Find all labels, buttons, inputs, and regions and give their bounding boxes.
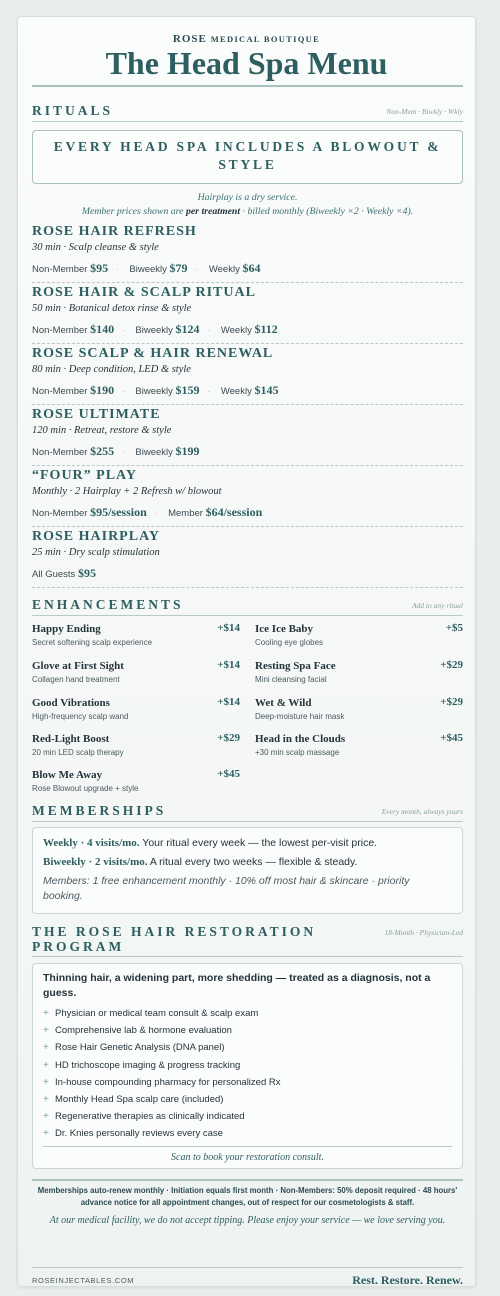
enhancement-item [255, 659, 463, 686]
ritual-name: “FOUR” PLAY [32, 468, 137, 483]
price-label: Non-Member [32, 508, 88, 519]
ritual-item [32, 468, 463, 527]
ritual-divider [32, 404, 463, 405]
weekly-label: Weekly · 4 visits/mo. [43, 837, 140, 849]
restoration-box [32, 963, 463, 1169]
dot-separator: · [122, 326, 125, 335]
list-item-text: In-house compounding pharmacy for personalized Rx [55, 1076, 281, 1088]
list-item-text: Regenerative therapies as clinically indicated [55, 1111, 245, 1123]
ritual-name: ROSE ULTIMATE [32, 407, 161, 422]
biweekly-label: Biweekly · 2 visits/mo. [43, 856, 148, 868]
plus-icon: + [43, 1025, 49, 1037]
ritual-description: 30 min · Scalp cleanse & style [32, 242, 159, 253]
rituals-note: Non-Mem · Biwkly · Wkly [386, 107, 463, 116]
intro-line-2 [32, 205, 463, 219]
price-amount: $199 [175, 444, 200, 458]
list-item [43, 1057, 452, 1074]
enhancement-item [255, 732, 463, 759]
header-divider [32, 85, 463, 87]
website-link[interactable]: ROSEINJECTABLES.COM [32, 1276, 135, 1285]
ritual-description: Monthly · 2 Hairplay + 2 Refresh w/ blowout [32, 486, 222, 497]
price-tier [32, 505, 147, 521]
scan-to-book: Scan to book your restoration consult. [171, 1151, 324, 1163]
price-tier [135, 383, 199, 399]
ritual-name: ROSE HAIRPLAY [32, 529, 161, 544]
price-label: Biweekly [135, 447, 173, 458]
brand-name: ROSE [172, 33, 207, 45]
dot-separator: · [122, 387, 125, 396]
enhancement-name: Glove at First Sight [32, 660, 124, 672]
restoration-note: 18-Month · Physician-Led [384, 928, 463, 937]
list-item [43, 1039, 452, 1056]
dot-separator: · [122, 448, 125, 457]
list-item-text: Rose Hair Genetic Analysis (DNA panel) [55, 1042, 225, 1054]
enhancement-price: +$45 [440, 732, 463, 744]
restoration-list [43, 1005, 452, 1143]
price-amount: $64 [242, 261, 261, 275]
list-item-text: HD trichoscope imaging & progress tracking [55, 1059, 241, 1071]
enhancement-name: Wet & Wild [255, 697, 312, 709]
price-tier [209, 261, 261, 277]
enhancement-price: +$14 [217, 659, 240, 671]
dot-separator: · [116, 265, 119, 274]
price-tier [129, 261, 187, 277]
biweekly-text: A ritual every two weeks — flexible & steady. [147, 856, 358, 868]
list-item [43, 1005, 452, 1022]
price-label: Biweekly [135, 325, 173, 336]
price-amount: $95/session [90, 505, 147, 519]
memberships-note: Every month, always yours [381, 807, 463, 816]
intro-text: Member prices shown are [81, 206, 186, 217]
ritual-name: ROSE HAIR & SCALP RITUAL [32, 285, 256, 300]
price-tier [135, 322, 199, 338]
enhancement-name: Head in the Clouds [255, 733, 346, 745]
price-amount: $140 [90, 322, 115, 336]
rituals-title: RITUALS [32, 103, 114, 118]
list-item [43, 1125, 452, 1142]
brand-line [18, 33, 475, 45]
enhancement-description: Rose Blowout upgrade + style [32, 784, 139, 793]
enhancement-price: +$29 [440, 659, 463, 671]
list-item [43, 1108, 452, 1125]
ritual-prices [32, 383, 463, 399]
ritual-description: 80 min · Deep condition, LED & style [32, 364, 191, 375]
price-amount: $124 [175, 322, 200, 336]
price-amount: $79 [169, 261, 188, 275]
enhancements-note: Add to any ritual [411, 601, 463, 610]
ritual-prices [32, 322, 463, 338]
no-tipping-note: At our medical facility, we do not accept tipping. Please enjoy your service — we love serving you. [49, 1215, 446, 1226]
list-item [43, 1074, 452, 1091]
price-label: Non-Member [32, 386, 88, 397]
enhancement-item [32, 768, 240, 795]
enhancement-description: Cooling eye globes [255, 638, 324, 647]
enhancement-name: Happy Ending [32, 623, 101, 635]
price-label: Weekly [220, 325, 252, 336]
dot-separator: · [207, 326, 211, 335]
price-amount: $95 [77, 566, 96, 580]
plus-icon: + [43, 1059, 49, 1071]
price-tier [32, 322, 114, 338]
restoration-section-header [32, 924, 463, 957]
footer-divider [32, 1267, 463, 1268]
ritual-name: ROSE SCALP & HAIR RENEWAL [32, 346, 274, 361]
enhancement-description: High-frequency scalp wand [32, 712, 129, 721]
price-label: All Guests [32, 569, 76, 580]
enhancement-item [255, 622, 463, 649]
enhancement-name: Resting Spa Face [255, 660, 336, 672]
enhancement-price: +$5 [445, 622, 463, 634]
dot-separator: · [195, 265, 199, 274]
list-item-text: Comprehensive lab & hormone evaluation [55, 1025, 232, 1037]
restoration-lead: Thinning hair, a widening part, more shedding — treated as a diagnosis, not a guess. [43, 972, 431, 999]
ritual-prices [32, 505, 463, 521]
scan-divider [43, 1146, 452, 1147]
price-tier [32, 444, 114, 460]
list-item-text: Physician or medical team consult & scalp exam [55, 1008, 259, 1019]
price-amount: $255 [90, 444, 115, 458]
price-amount: $145 [254, 383, 279, 397]
enhancement-description: Secret softening scalp experience [32, 638, 153, 647]
policy-block [32, 1185, 463, 1228]
price-tier [32, 566, 96, 582]
price-label: Biweekly [135, 386, 173, 397]
ritual-divider [32, 526, 463, 527]
intro-emphasis: per treatment [185, 206, 241, 217]
price-tier [32, 261, 108, 277]
price-tier [135, 444, 199, 460]
enhancement-item [32, 659, 240, 686]
enhancement-description: Collagen hand treatment [32, 675, 120, 684]
enhancement-price: +$45 [217, 768, 240, 780]
price-amount: $190 [90, 383, 115, 397]
plus-icon: + [43, 1094, 49, 1106]
weekly-membership [43, 836, 452, 851]
enhancement-description: Mini cleansing facial [255, 675, 327, 684]
list-item-text: Monthly Head Spa scalp care (included) [55, 1094, 224, 1106]
rituals-intro [32, 191, 463, 219]
price-amount: $159 [175, 383, 200, 397]
ritual-divider [32, 343, 463, 344]
page-title: The Head Spa Menu [105, 45, 388, 81]
memberships-section-header [32, 803, 463, 822]
member-perks: Members: 1 free enhancement monthly · 10% off most hair & skincare · priority booking. [43, 875, 410, 902]
ritual-description: 25 min · Dry scalp stimulation [32, 547, 160, 558]
enhancement-name: Red-Light Boost [32, 733, 110, 745]
intro-line-1: Hairplay is a dry service. [197, 192, 298, 203]
weekly-text: Your ritual every week — the lowest per-visit price. [139, 837, 378, 849]
plus-icon: + [43, 1076, 49, 1088]
list-item-text: Dr. Knies personally reviews every case [55, 1128, 223, 1140]
plus-icon: + [43, 1008, 49, 1019]
price-tier [221, 322, 278, 338]
dot-separator: · [154, 509, 158, 518]
enhancement-item [32, 622, 240, 649]
ritual-name: ROSE HAIR REFRESH [32, 224, 197, 239]
enhancement-name: Good Vibrations [32, 697, 110, 709]
price-label: Weekly [208, 264, 240, 275]
ritual-prices [32, 261, 463, 277]
menu-header [18, 33, 475, 80]
rituals-section-header [32, 103, 463, 122]
biweekly-membership [43, 855, 452, 870]
ritual-prices [32, 444, 463, 460]
price-label: Non-Member [32, 264, 88, 275]
price-label: Biweekly [129, 264, 167, 275]
ritual-divider [32, 587, 463, 588]
memberships-box [32, 827, 463, 914]
blowout-callout: EVERY HEAD SPA INCLUDES A BLOWOUT & STYLE [32, 130, 463, 184]
enhancement-description: Deep-moisture hair mask [255, 712, 345, 721]
policy-terms: Memberships auto-renew monthly · Initiation equals first month · Non-Members: 50% deposit required · 48 hours' advance notice for all appointment changes, out of respect for our cosmetologists & staff. [37, 1186, 458, 1207]
ritual-item [32, 285, 463, 344]
list-item [43, 1091, 452, 1108]
enhancement-item [255, 696, 463, 723]
price-label: Weekly [220, 386, 252, 397]
dot-separator: · [207, 387, 211, 396]
price-tier [168, 505, 262, 521]
enhancements-divider [32, 615, 463, 616]
enhancement-item [32, 732, 240, 759]
ritual-item [32, 224, 463, 283]
menu-page [17, 16, 476, 1287]
tagline: Rest. Restore. Renew. [352, 1273, 463, 1287]
enhancement-price: +$14 [217, 622, 240, 634]
memberships-divider [32, 821, 463, 822]
price-label: Non-Member [32, 325, 88, 336]
enhancement-description: 20 min LED scalp therapy [32, 748, 124, 757]
restoration-title-line-2: PROGRAM [32, 939, 125, 954]
price-amount: $112 [254, 322, 278, 336]
ritual-divider [32, 465, 463, 466]
enhancements-section-header [32, 597, 463, 616]
plus-icon: + [43, 1042, 49, 1054]
brand-subtitle: MEDICAL BOUTIQUE [210, 34, 321, 44]
restoration-title-line-1: THE ROSE HAIR RESTORATION [32, 924, 317, 939]
memberships-title: MEMBERSHIPS [32, 803, 167, 818]
plus-icon: + [43, 1111, 49, 1123]
ritual-item [32, 407, 463, 466]
enhancement-item [32, 696, 240, 723]
ritual-divider [32, 282, 463, 283]
price-tier [221, 383, 279, 399]
plus-icon: + [43, 1128, 49, 1140]
enhancement-price: +$29 [440, 696, 463, 708]
restoration-divider [32, 956, 463, 957]
price-label: Non-Member [32, 447, 88, 458]
enhancement-name: Ice Ice Baby [255, 623, 314, 635]
price-amount: $64/session [205, 505, 263, 519]
ritual-description: 50 min · Botanical detox rinse & style [32, 303, 192, 314]
enhancement-price: +$14 [217, 696, 240, 708]
price-label: Member [168, 508, 203, 519]
ritual-item [32, 529, 463, 588]
enhancement-description: +30 min scalp massage [255, 748, 340, 757]
rituals-divider [32, 121, 463, 122]
enhancements-title: ENHANCEMENTS [32, 597, 184, 612]
policy-divider [32, 1179, 463, 1181]
ritual-prices [32, 566, 463, 582]
ritual-description: 120 min · Retreat, restore & style [32, 425, 172, 436]
price-tier [32, 383, 114, 399]
intro-text: · billed monthly (Biweekly ×2 · Weekly ×4). [240, 206, 414, 217]
enhancement-name: Blow Me Away [32, 769, 103, 781]
list-item [43, 1022, 452, 1039]
enhancement-price: +$29 [217, 732, 240, 744]
price-amount: $95 [90, 261, 109, 275]
ritual-item [32, 346, 463, 405]
